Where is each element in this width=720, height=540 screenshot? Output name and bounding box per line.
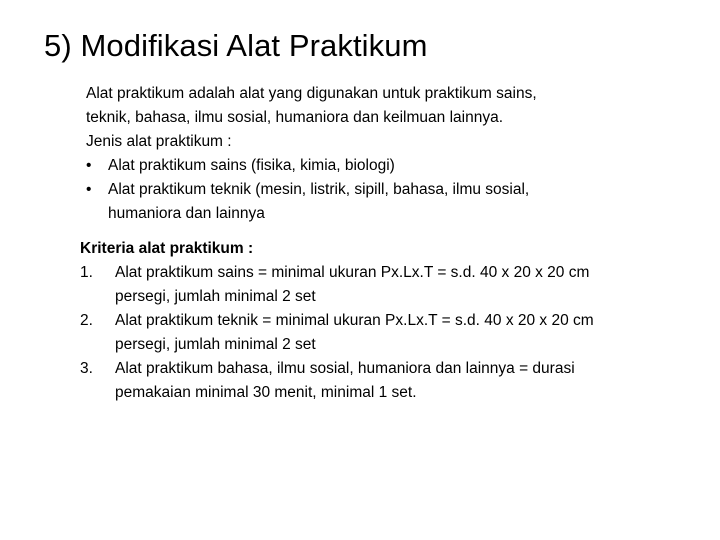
bullet-item-text-continued: humaniora dan lainnya (108, 205, 265, 222)
criteria-item-text-continued: pemakaian minimal 30 menit, minimal 1 set. (115, 384, 417, 401)
criteria-item-number: 3. (80, 360, 93, 377)
intro-line-1: Alat praktikum adalah alat yang digunakan untuk praktikum sains, (86, 85, 537, 102)
criteria-heading: Kriteria alat praktikum : (80, 240, 254, 257)
criteria-item (80, 261, 700, 309)
criteria-block (80, 237, 700, 405)
criteria-item (80, 309, 700, 357)
criteria-item-text-continued: persegi, jumlah minimal 2 set (115, 288, 316, 305)
bullet-item (86, 154, 686, 178)
bullet-item (86, 178, 686, 226)
intro-line-2: teknik, bahasa, ilmu sosial, humaniora dan keilmuan lainnya. (86, 109, 504, 126)
criteria-item-number: 1. (80, 264, 93, 281)
criteria-item-text-continued: persegi, jumlah minimal 2 set (115, 336, 316, 353)
bullet-item-text: Alat praktikum sains (fisika, kimia, biologi) (108, 157, 395, 174)
criteria-item-text: Alat praktikum teknik = minimal ukuran Px.Lx.T = s.d. 40 x 20 x 20 cm (115, 312, 594, 329)
criteria-item-number: 2. (80, 312, 93, 329)
bullet-icon: • (86, 181, 92, 198)
criteria-item-text: Alat praktikum bahasa, ilmu sosial, humaniora dan lainnya = durasi (115, 360, 575, 377)
bullet-item-text: Alat praktikum teknik (mesin, listrik, sipill, bahasa, ilmu sosial, (108, 181, 530, 198)
intro-block (86, 82, 686, 226)
bullet-icon: • (86, 157, 92, 174)
slide-title: 5) Modifikasi Alat Praktikum (44, 28, 428, 63)
criteria-item-text: Alat praktikum sains = minimal ukuran Px.Lx.T = s.d. 40 x 20 x 20 cm (115, 264, 590, 281)
intro-line-3: Jenis alat praktikum : (86, 133, 232, 150)
criteria-item (80, 357, 700, 405)
